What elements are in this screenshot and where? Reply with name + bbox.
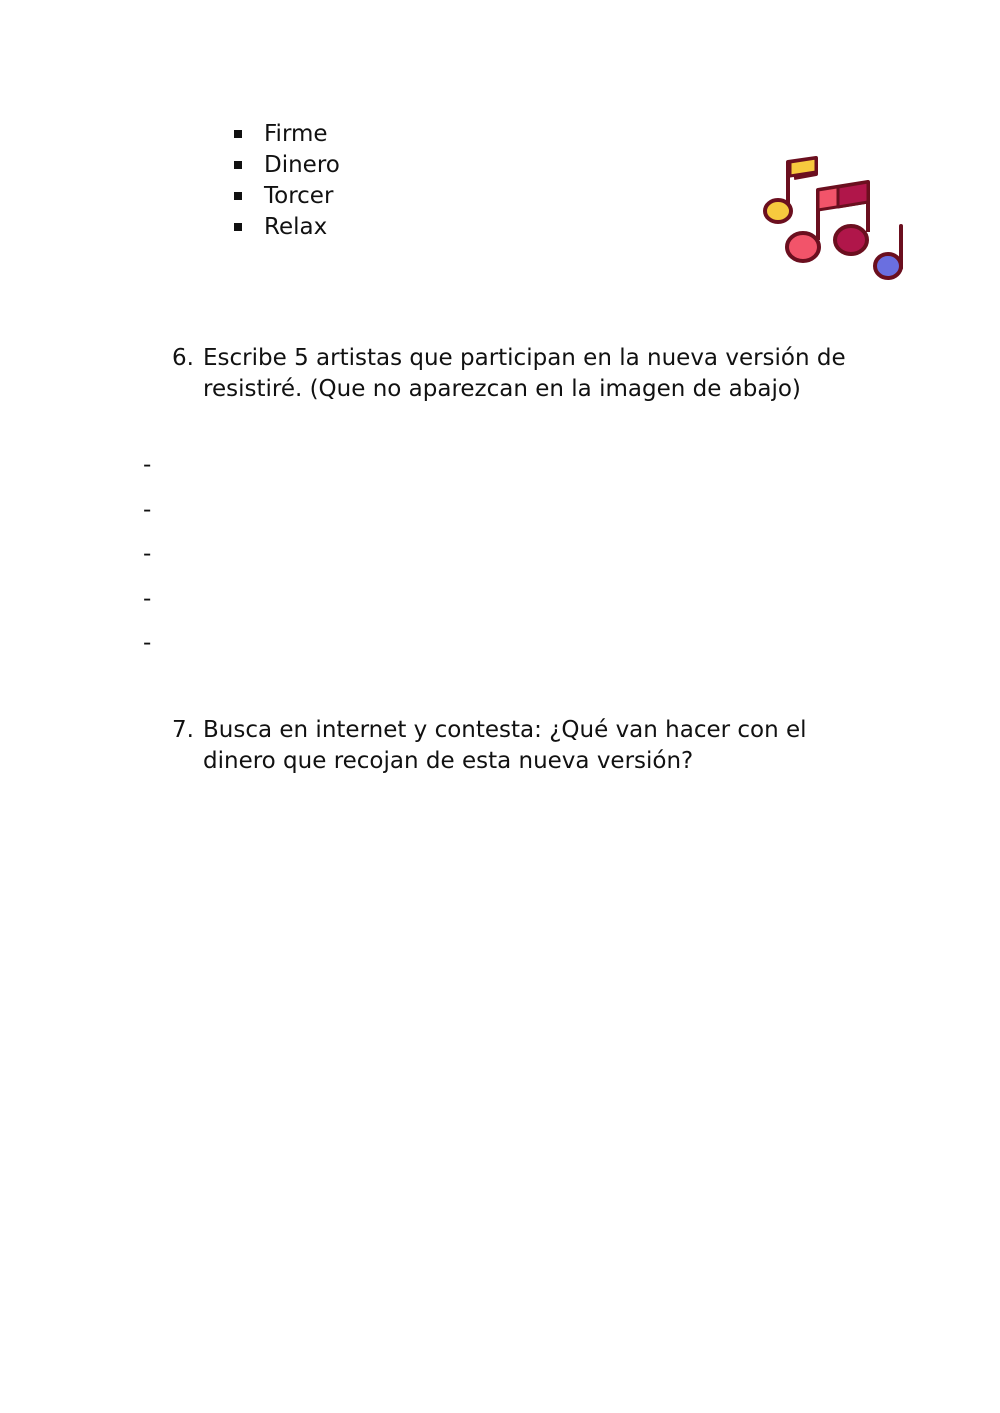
word-list [234, 118, 340, 242]
bullet-icon [234, 223, 242, 231]
bullet-icon [234, 192, 242, 200]
list-item [234, 180, 340, 211]
answer-line[interactable]: - [143, 496, 152, 523]
answer-line[interactable]: - [143, 452, 152, 478]
list-item-text: Relax [264, 213, 328, 240]
answer-line[interactable]: - [143, 630, 152, 656]
answer-line[interactable]: - [143, 585, 152, 612]
question-number: 7. [172, 717, 194, 743]
question-text: Escribe 5 artistas que participan en la nueva versión de resistiré. (Que no aparezcan en la imagen de abajo) [203, 345, 846, 402]
list-item-text: Dinero [264, 151, 340, 178]
question-text: Busca en internet y contesta: ¿Qué van hacer con el dinero que recojan de esta nueva versión? [203, 717, 807, 774]
list-item [234, 118, 340, 149]
list-item-text: Firme [264, 120, 328, 147]
list-item-text: Torcer [264, 182, 334, 209]
answer-lines [143, 450, 151, 673]
question-number: 6. [172, 345, 194, 371]
bullet-icon [234, 130, 242, 138]
answer-line[interactable]: - [143, 541, 152, 567]
question-6 [172, 343, 852, 405]
bullet-icon [234, 161, 242, 169]
music-notes-icon [760, 154, 906, 284]
question-7 [172, 715, 852, 777]
list-item [234, 149, 340, 180]
list-item [234, 211, 340, 242]
